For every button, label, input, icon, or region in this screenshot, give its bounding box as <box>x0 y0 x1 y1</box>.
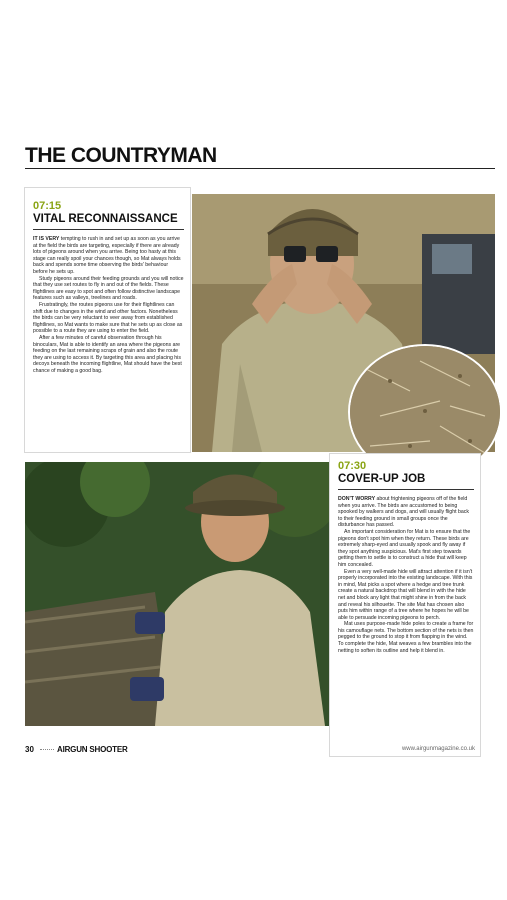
magazine-name: AIRGUN SHOOTER <box>57 745 128 754</box>
section-heading: VITAL RECONNAISSANCE <box>33 213 184 230</box>
lead-in: IT IS VERY <box>33 236 60 242</box>
magazine-url: www.airgunmagazine.co.uk <box>401 746 475 752</box>
paragraph: Study pigeons around their feeding grounds and you will notice that they use set routes to fly in and out of the fields. These flightlines are easy to spot and often follow distinctive landscape features such as valleys, treelines and roads. <box>33 275 184 302</box>
paragraph: An important consideration for Mat is to ensure that the pigeons don't spot him when they return. These birds are extremely sharp-eyed and usually spook and fly away if they spot anything suspicious. Mat's first step towards getting them to settle is to construct a hide that will keep him concealed. <box>338 528 471 568</box>
hide-building-photo <box>25 462 337 726</box>
paragraph <box>338 496 474 529</box>
paragraph-text: about frightening pigeons off of the field when you arrive. The birds are accustomed to being spooked by walkers and dogs, and will usually flight back to their feeding ground in small groups once the disturbance has passed. <box>338 496 469 529</box>
paragraph: Mat uses purpose-made hide poles to create a frame for his camouflage nets. The bottom section of the nets is then pegged to the ground to stop it from flapping in the wind. To complete the hide, Mat weaves a few brambles into the netting to soften its outline and help it blend in. <box>338 621 474 654</box>
paragraph-text: tempting to rush in and set up as soon as you arrive at the field the birds are targeting, especially if there are already lots of pigeons around when you arrive. Being too hasty at this stage can really spoil your chances though, so Mat always holds back and spends some time observing the birds' behaviour before he sets up. <box>33 236 181 275</box>
section-body <box>33 236 184 374</box>
page-title: THE COUNTRYMAN <box>25 144 217 167</box>
section-heading: COVER-UP JOB <box>338 473 474 490</box>
paragraph: Frustratingly, the routes pigeons use for their flightlines can shift due to changes in the wind and other factors. Nonetheless the birds can be very reluctant to veer away from established flightlines, so Mat wants to make sure that he sets up as close as possible to a route they are using to enter the field. <box>33 301 183 335</box>
section-time: 07:15 <box>33 200 62 212</box>
title-rule <box>25 168 495 169</box>
lead-in: DON'T WORRY <box>338 496 376 502</box>
paragraph: Even a very well-made hide will attract attention if it isn't properly incorporated into the existing landscape. With this in mind, Mat picks a spot where a hedge and tree trunk create a natural backdrop that will blend in with the hide net and block any light that might shine in from the back and reveal his silhouette. The site Mat has chosen also puts him within range of a tree where he hopes he will be able to persuade incoming pigeons to perch. <box>338 568 473 621</box>
paragraph: After a few minutes of careful observation through his binoculars, Mat is able to identify an area where the pigeons are feeding on the last remaining scraps of grain and also the route they are using to access it. By targeting this area and placing his decoys beneath the incoming flightline, Mat should have the best chance of making a good bag. <box>33 334 182 374</box>
section-body <box>338 496 474 654</box>
paragraph <box>33 236 184 276</box>
footer-divider <box>40 749 54 750</box>
section-time: 07:30 <box>338 460 367 472</box>
article-section-reconnaissance <box>25 188 190 452</box>
article-section-cover-up <box>330 454 480 756</box>
page-number: 30 <box>25 745 34 754</box>
hide-building-illustration <box>25 462 337 726</box>
